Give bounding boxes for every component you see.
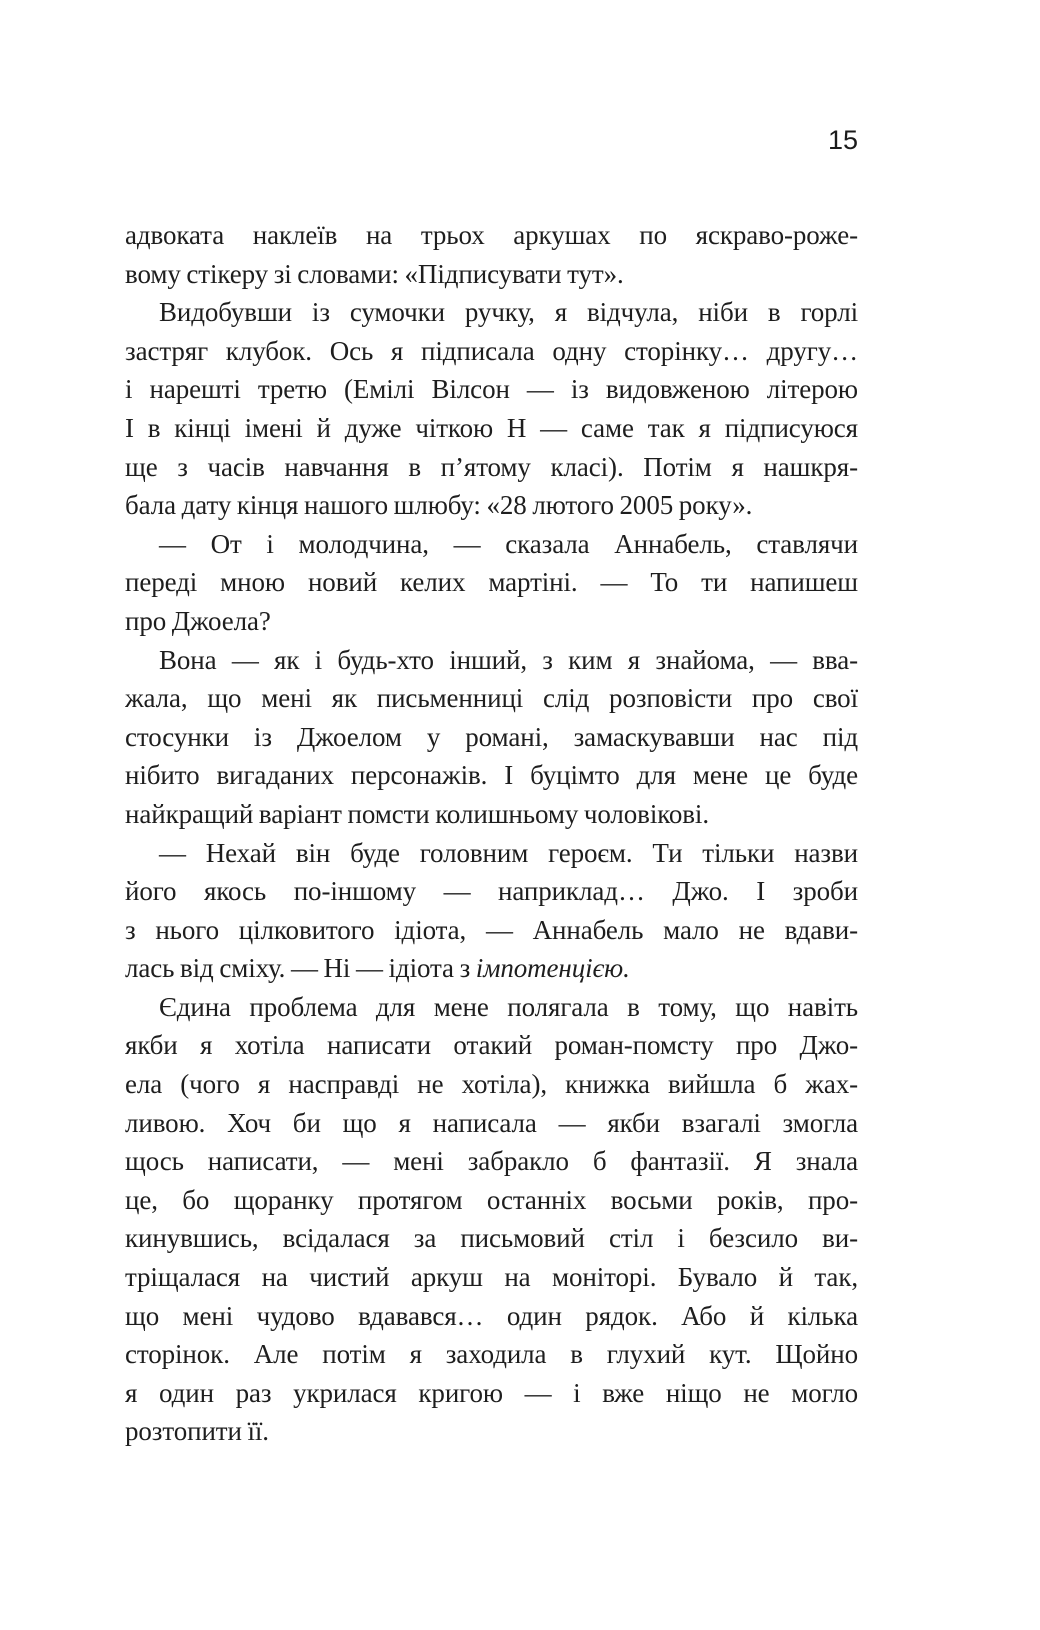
text-line: кинувшись, всідалася за письмовий стіл і безсило ви- [125, 1223, 858, 1254]
text-line: — Нехай він буде головним героєм. Ти тільки назви [159, 837, 858, 868]
text-line: і нарешті третю (Емілі Вілсон — із видовженою літерою [125, 374, 858, 405]
text-line: Єдина проблема для мене полягала в тому, що навіть [159, 991, 858, 1022]
text-line: адвоката наклеїв на трьох аркушах по яскраво-роже- [125, 220, 858, 250]
text-line: — От і молодчина, — сказала Аннабель, ставлячи [159, 528, 858, 559]
text-line: Видобувши із сумочки ручку, я відчула, ніби в горлі [159, 297, 858, 328]
text-segment: лась від сміху. — Ні — ідіота з [125, 953, 476, 984]
text-line: нібито вигаданих персонажів. І буцімто для мене це буде [125, 760, 858, 791]
text-line: що мені чудово вдавався… один рядок. Або й кілька [125, 1300, 858, 1331]
text-line: Вона — як і будь-хто інший, з ким я знайома, — вва- [159, 644, 858, 675]
text-line: це, бо щоранку протягом останніх восьми років, про- [125, 1184, 858, 1215]
text-line [125, 949, 858, 988]
text-line: І в кінці імені й дуже чіткою Н — саме так я підписуюся [125, 412, 858, 443]
text-line: розтопити її. [125, 1416, 269, 1447]
text-line: сторінок. Але потім я заходила в глухий кут. Щойно [125, 1339, 858, 1370]
text-line: жала, що мені як письменниці слід розповісти про свої [125, 683, 858, 714]
text-line: якби я хотіла написати отакий роман-помсту про Джо- [125, 1030, 858, 1061]
italic-text-segment: імпотенцією. [475, 953, 630, 984]
text-line: про Джоела? [125, 605, 271, 636]
text-line: я один раз укрилася кригою — і вже ніщо не могло [125, 1377, 858, 1408]
page-number: 15 [827, 125, 858, 155]
text-line: бала дату кінця нашого шлюбу: «28 лютого 2005 року». [125, 490, 753, 521]
text-line: вому стікеру зі словами: «Підписувати тут». [125, 258, 624, 289]
text-line: його якось по-іншому — наприклад… Джо. І зроби [125, 876, 858, 907]
text-line: застряг клубок. Ось я підписала одну сторінку… другу… [125, 335, 858, 366]
text-line: щось написати, — мені забракло б фантазії. Я знала [125, 1146, 858, 1177]
text-line: ще з часів навчання в п’ятому класі). Потім я нашкря- [125, 451, 858, 482]
text-line: ливою. Хоч би що я написала — якби взагалі змогла [125, 1107, 858, 1138]
page-body [125, 216, 858, 1451]
text-line: тріщалася на чистий аркуш на моніторі. Бувало й так, [125, 1262, 858, 1293]
text-line: найкращий варіант помсти колишньому чоловікові. [125, 798, 709, 829]
text-line: переді мною новий келих мартіні. — То ти напишеш [125, 567, 858, 598]
text-line: стосунки із Джоелом у романі, замаскувавши нас під [125, 721, 858, 752]
text-line: ела (чого я насправді не хотіла), книжка вийшла б жах- [125, 1069, 858, 1100]
text-line: з нього цілковитого ідіота, — Аннабель мало не вдави- [125, 914, 858, 945]
